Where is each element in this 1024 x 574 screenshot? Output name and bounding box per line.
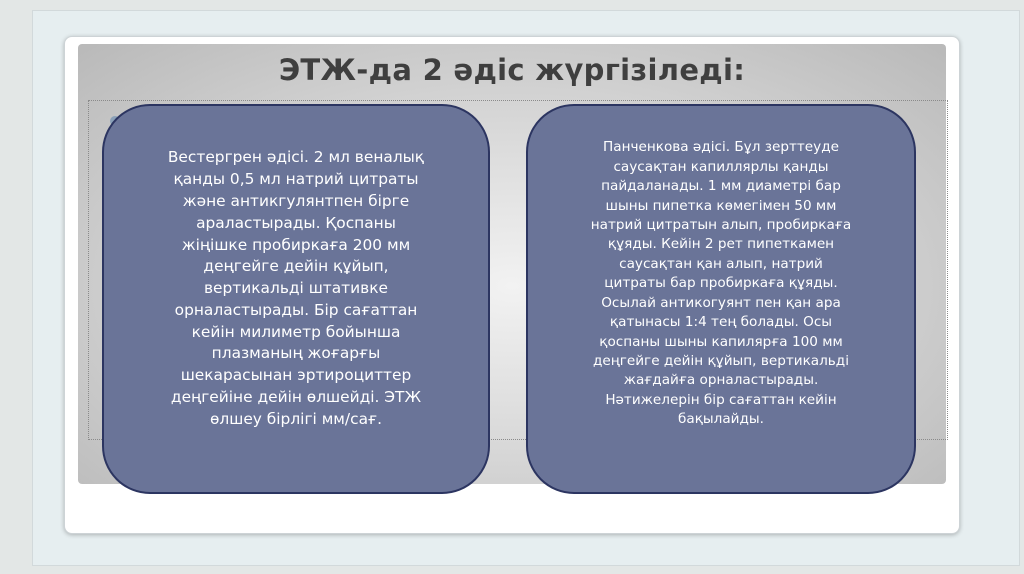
panchenkov-method-text: Панченкова әдісі. Бұл зерттеуде саусақтан капиллярлы қанды пайдаланады. 1 мм диаметрі бар шыны пипетка көмегімен 50 мм натрий цитратын алып, пробиркаға құяды. Кейін 2 рет пипеткамен саусақтан қан алып, натрий цитраты бар пробиркаға құяды. Осылай антикогуянт пен қан ара қатынасы 1:4 тең болады. Осы қоспаны шыны капилярға 100 мм деңгейге дейін құйып, вертикальді жағдайға орналастырады. Нәтижелерін бір сағаттан кейін бақылайды. xyxy=(590,139,852,428)
westergren-method-card xyxy=(102,104,490,494)
panchenkov-method-card xyxy=(526,104,916,494)
slide-title: ЭТЖ-да 2 әдіс жүргізіледі: xyxy=(278,53,746,87)
westergren-method-text: Вестергрен әдісі. 2 мл веналық қанды 0,5 мл натрий цитраты және антикгулянтпен бірге араластырады. Қоспаны жіңішке пробиркаға 200 мм деңгейге дейін құйып, вертикальді штативке орналастырады. Бір сағаттан кейін милиметр бойынша плазманың жоғарғы шекарасынан эртироциттер деңгейіне дейін өлшейді. ЭТЖ өлшеу бірлігі мм/сағ. xyxy=(167,148,425,428)
